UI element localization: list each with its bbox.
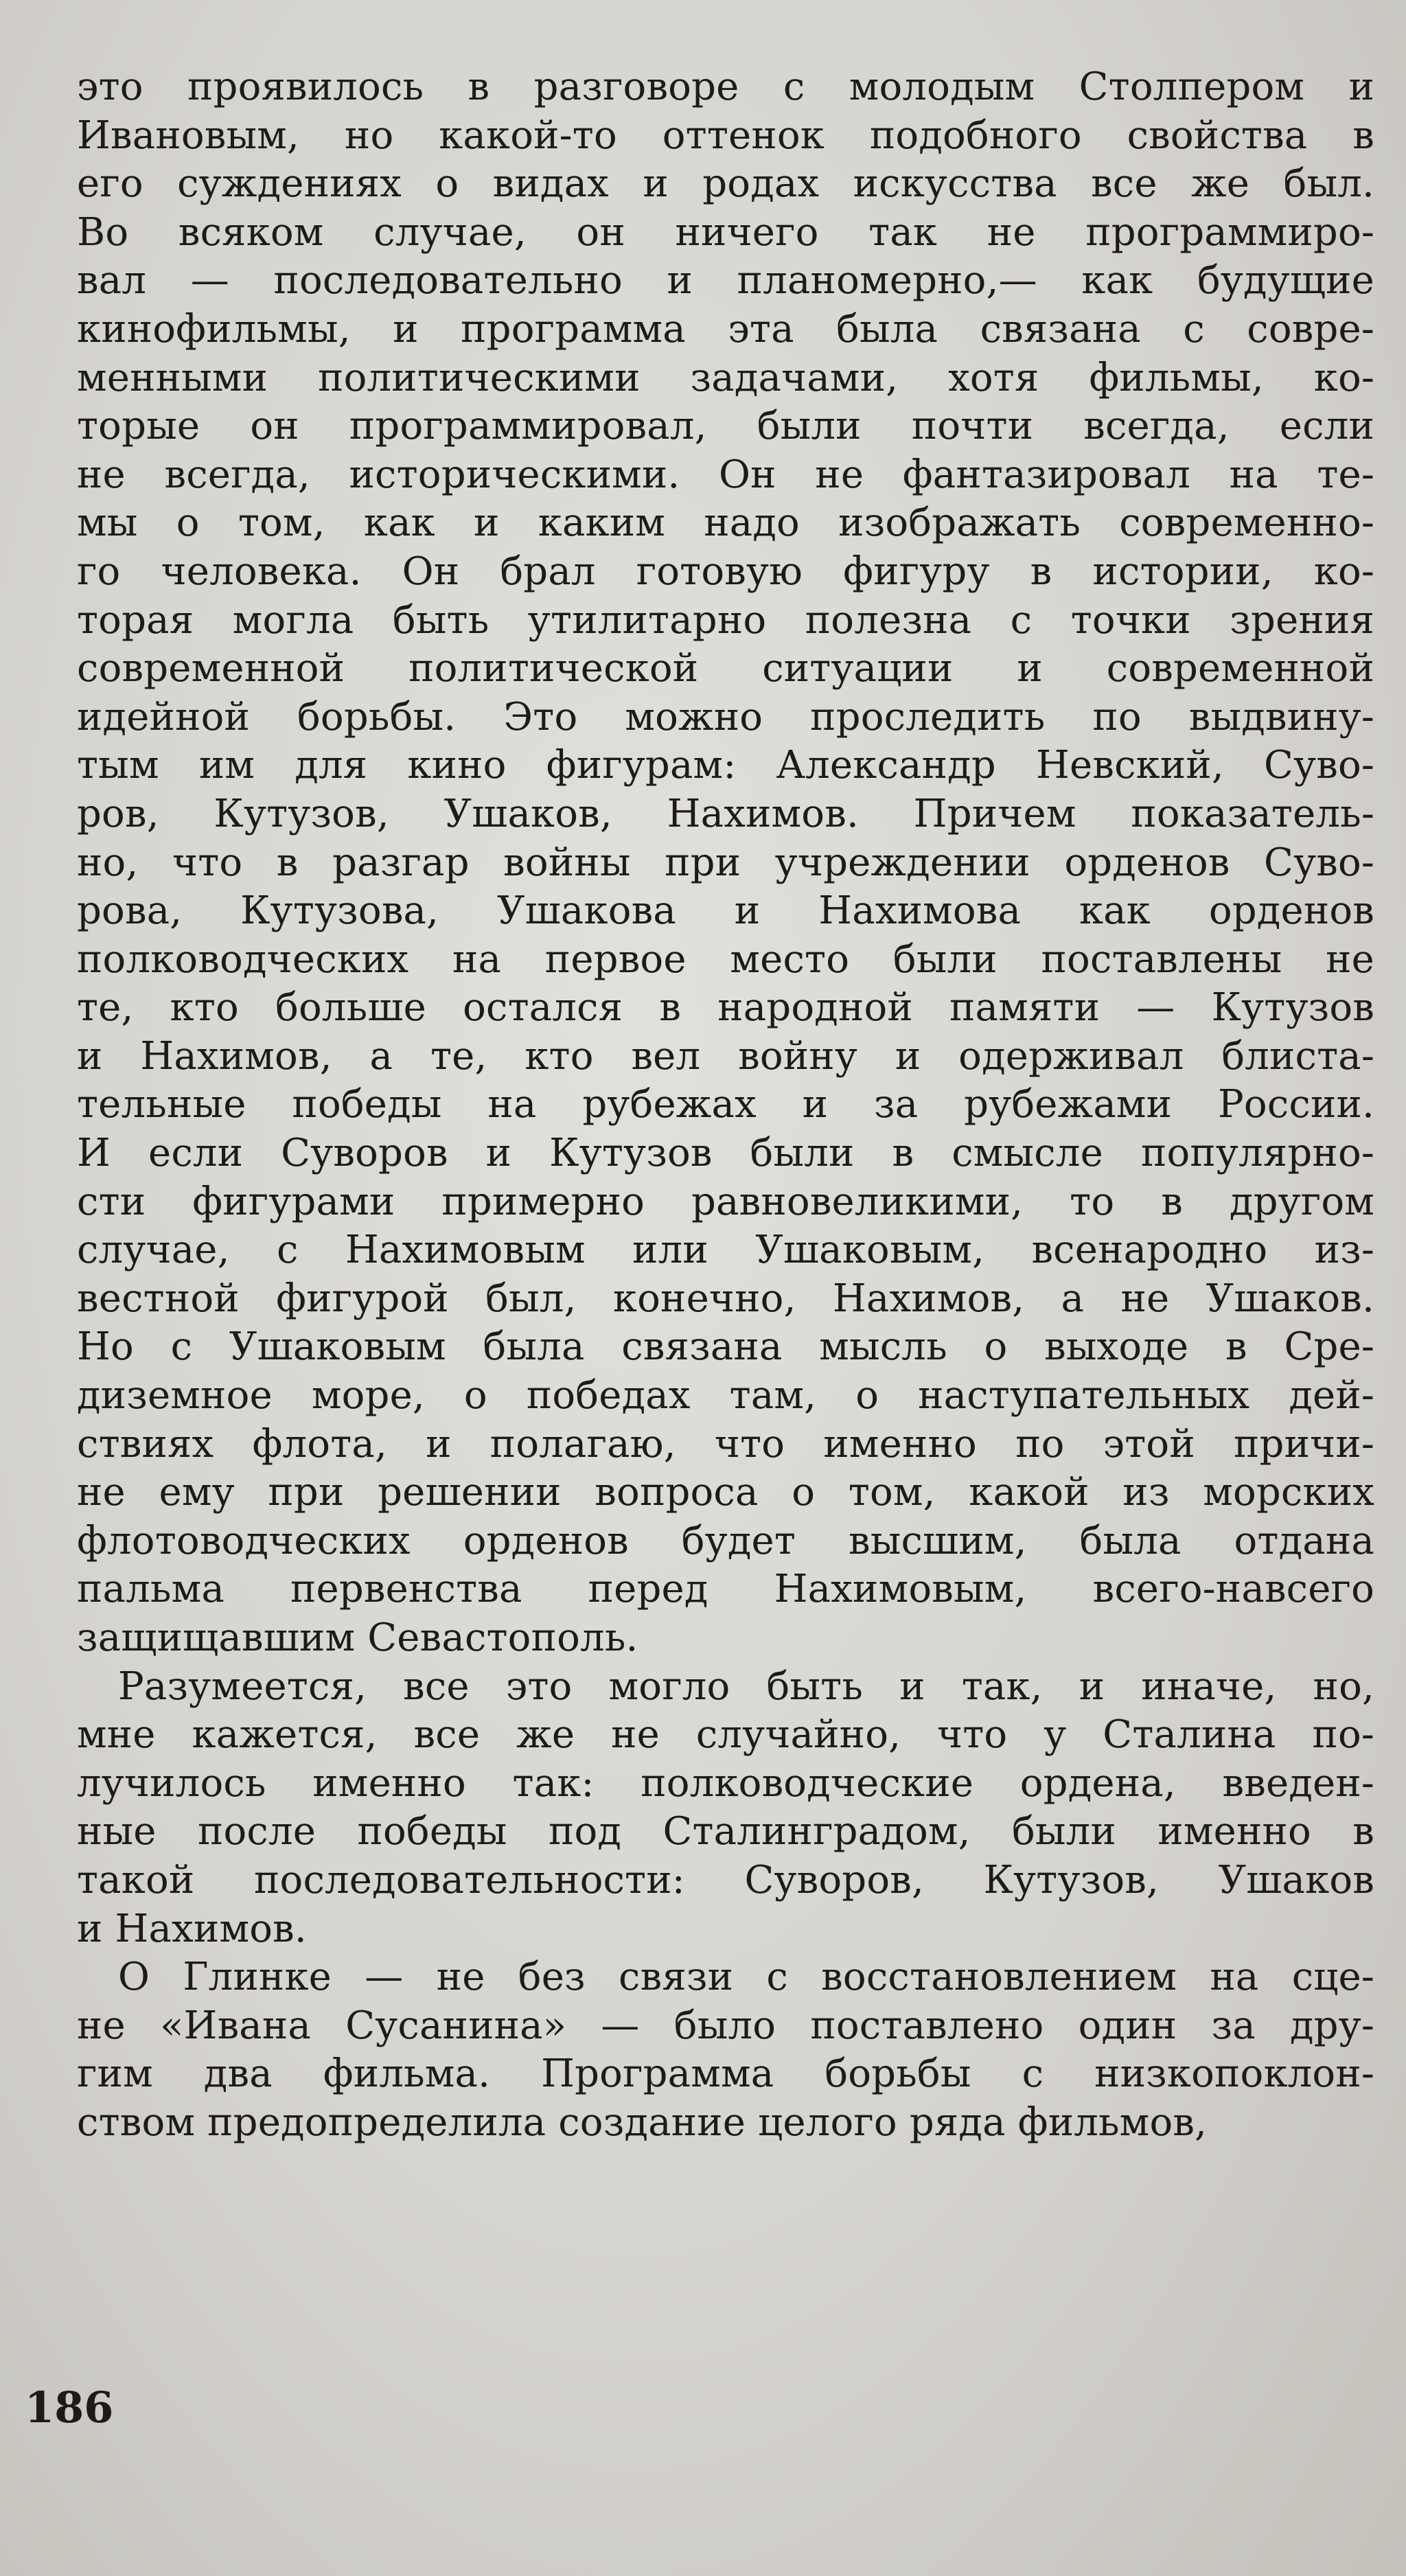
text-line: пальма первенства перед Нахимовым, всего-навсего bbox=[77, 1567, 1374, 1612]
text-line: идейной борьбы. Это можно проследить по выдвину- bbox=[77, 694, 1374, 739]
text-line: это проявилось в разговоре с молодым Столпером и bbox=[77, 65, 1374, 109]
text-line: сти фигурами примерно равновеликими, то в другом bbox=[77, 1179, 1374, 1224]
page-number: 186 bbox=[25, 2382, 114, 2433]
text-line: такой последовательности: Суворов, Кутузов, Ушаков bbox=[77, 1857, 1374, 1902]
text-line: и Нахимов, а те, кто вел войну и одерживал блиста- bbox=[77, 1033, 1374, 1079]
text-line: защищавшим Севастополь. bbox=[77, 1615, 638, 1660]
text-line: торая могла быть утилитарно полезна с точки зрения bbox=[77, 597, 1374, 643]
text-line: не ему при решении вопроса о том, какой из морских bbox=[77, 1470, 1374, 1515]
text-line: флотоводческих орденов будет высшим, была отдана bbox=[77, 1518, 1374, 1563]
text-line: ные после победы под Сталинградом, были именно в bbox=[77, 1809, 1374, 1854]
text-line: не «Ивана Сусанина» — было поставлено один за дру- bbox=[77, 2003, 1374, 2048]
text-line: торые он программировал, были почти всегда, если bbox=[77, 404, 1374, 449]
text-line: вестной фигурой был, конечно, Нахимов, а не Ушаков. bbox=[77, 1276, 1374, 1321]
text-line: гим два фильма. Программа борьбы с низкопоклон- bbox=[77, 2051, 1374, 2097]
body-text bbox=[77, 63, 1374, 2148]
text-line: ров, Кутузов, Ушаков, Нахимов. Причем показатель- bbox=[77, 791, 1374, 836]
text-line: тельные победы на рубежах и за рубежами России. bbox=[77, 1082, 1374, 1127]
text-line: менными политическими задачами, хотя фильмы, ко- bbox=[77, 355, 1374, 400]
text-line: те, кто больше остался в народной памяти — Кутузов bbox=[77, 985, 1374, 1031]
text-line: не всегда, историческими. Он не фантазировал на те- bbox=[77, 452, 1374, 497]
text-line: ством предопределила создание целого ряда фильмов, bbox=[77, 2100, 1208, 2145]
text-line: но, что в разгар войны при учреждении орденов Суво- bbox=[77, 840, 1374, 885]
text-line: лучилось именно так: полководческие ордена, введен- bbox=[77, 1760, 1374, 1806]
paragraph bbox=[77, 63, 1374, 1663]
text-line: случае, с Нахимовым или Ушаковым, всенародно из- bbox=[77, 1228, 1374, 1273]
text-line: мы о том, как и каким надо изображать современно- bbox=[77, 501, 1374, 546]
text-line: Во всяком случае, он ничего так не программиро- bbox=[77, 209, 1374, 255]
text-line: диземное море, о победах там, о наступательных дей- bbox=[77, 1373, 1374, 1418]
text-line: ствиях флота, и полагаю, что именно по этой причи- bbox=[77, 1421, 1374, 1467]
text-line: вал — последовательно и планомерно,— как будущие bbox=[77, 258, 1374, 303]
paragraph bbox=[77, 1663, 1374, 1954]
text-line: го человека. Он брал готовую фигуру в истории, ко- bbox=[77, 549, 1374, 594]
text-line: И если Суворов и Кутузов были в смысле популярно- bbox=[77, 1131, 1374, 1176]
text-line: современной политической ситуации и современной bbox=[77, 646, 1374, 691]
text-line: мне кажется, все же не случайно, что у Сталина по- bbox=[77, 1712, 1374, 1758]
text-line: его суждениях о видах и родах искусства все же был. bbox=[77, 161, 1374, 207]
text-line: рова, Кутузова, Ушакова и Нахимова как орденов bbox=[77, 888, 1374, 934]
text-line: Разумеется, все это могло быть и так, и иначе, но, bbox=[118, 1664, 1374, 1709]
text-line: Ивановым, но какой-то оттенок подобного свойства в bbox=[77, 113, 1374, 158]
text-line: полководческих на первое место были поставлены не bbox=[77, 936, 1374, 982]
paragraph bbox=[77, 1953, 1374, 2147]
text-line: кинофильмы, и программа эта была связана с совре- bbox=[77, 306, 1374, 352]
text-line: О Глинке — не без связи с восстановлением на сце- bbox=[118, 1955, 1374, 2000]
text-line: тым им для кино фигурам: Александр Невский, Суво- bbox=[77, 743, 1374, 788]
text-line: Но с Ушаковым была связана мысль о выходе в Сре- bbox=[77, 1324, 1374, 1370]
text-line: и Нахимов. bbox=[77, 1906, 307, 1951]
